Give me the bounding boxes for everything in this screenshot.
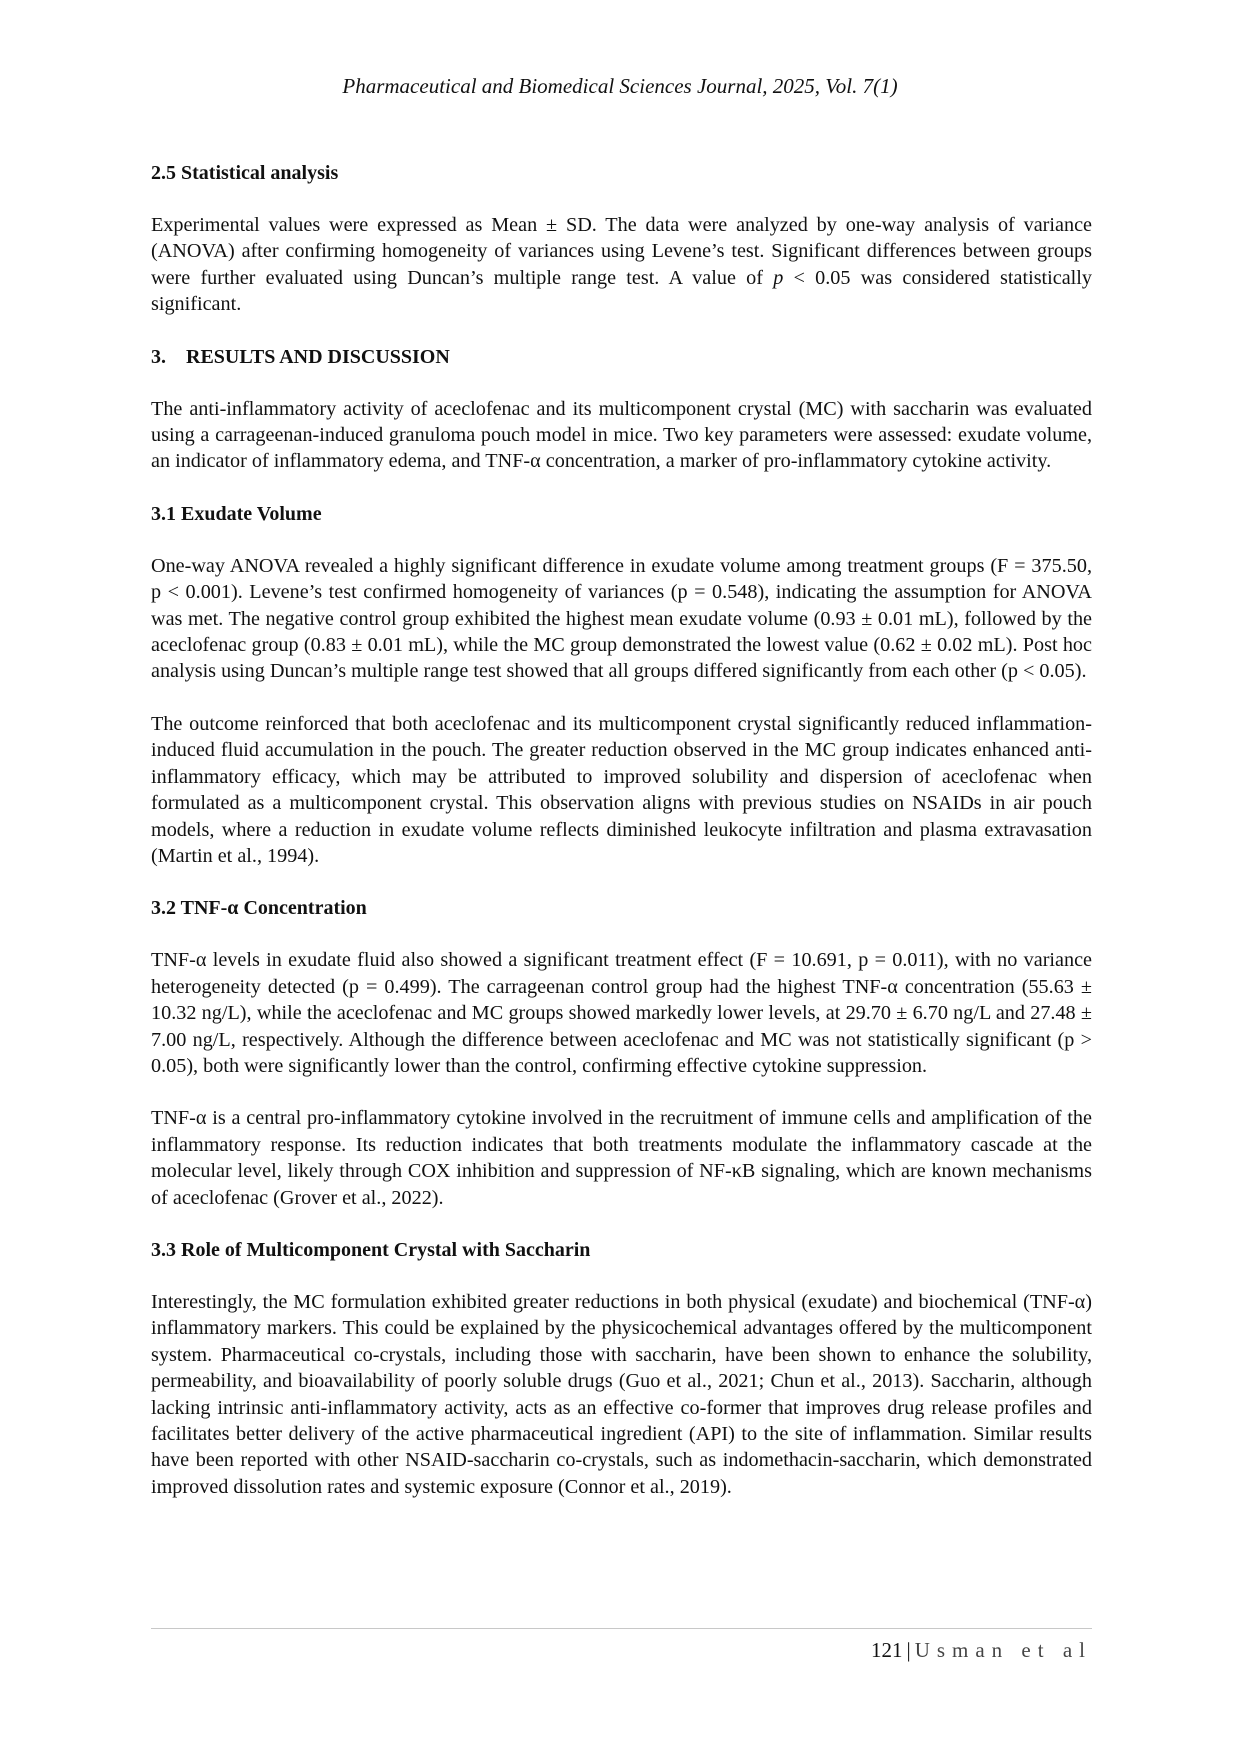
paragraph-statistical-analysis <box>151 212 1092 318</box>
section-heading-3: 3. RESULTS AND DISCUSSION <box>151 345 450 368</box>
paragraph-text: Experimental values were expressed as Mean ± SD. The data were analyzed by one-way analysis of variance (ANOVA) after confirming homogeneity of variances using Levene’s test. Significant differences between groups were further evaluated using Duncan’s multiple range test. A value of <box>151 214 1092 289</box>
paragraph-exudate-discussion: The outcome reinforced that both aceclofenac and its multicomponent crystal significantly reduced inflammation-induced fluid accumulation in the pouch. The greater reduction observed in the MC group indicates enhanced anti-inflammatory efficacy, which may be attributed to improved solubility and dispersion of aceclofenac when formulated as a multicomponent crystal. This observation aligns with previous studies on NSAIDs in air pouch models, where a reduction in exudate volume reflects diminished leukocyte infiltration and plasma extravasation (Martin et al., 1994). <box>151 712 1092 867</box>
paragraph-results-intro: The anti-inflammatory activity of aceclofenac and its multicomponent crystal (MC) with saccharin was evaluated using a carrageenan-induced granuloma pouch model in mice. Two key parameters were assessed: exudate volume, an indicator of inflammatory edema, and TNF-α concentration, a marker of pro-inflammatory cytokine activity. <box>151 397 1092 473</box>
page-footer <box>871 1637 1092 1663</box>
footer-authors: Usman et al <box>914 1638 1092 1662</box>
page-body <box>151 160 1092 1500</box>
paragraph-mc-saccharin: Interestingly, the MC formulation exhibited greater reductions in both physical (exudate) and biochemical (TNF-α) inflammatory markers. This could be explained by the physicochemical advantages offered by the multicomponent system. Pharmaceutical co-crystals, including those with saccharin, have been shown to enhance the solubility, permeability, and bioavailability of poorly soluble drugs (Guo et al., 2021; Chun et al., 2013). Saccharin, although lacking intrinsic anti-inflammatory activity, acts as an effective co-former that improves drug release profiles and facilitates better delivery of the active pharmaceutical ingredient (API) to the site of inflammation. Similar results have been reported with other NSAID-saccharin co-crystals, such as indomethacin-saccharin, which demonstrated improved dissolution rates and systemic exposure (Connor et al., 2019). <box>151 1290 1092 1498</box>
footer-separator: | <box>906 1638 911 1662</box>
paragraph-tnf-levels: TNF-α levels in exudate fluid also showed a significant treatment effect (F = 10.691, p = 0.011), with no variance heterogeneity detected (p = 0.499). The carrageenan control group had the highest TNF-α concentration (55.63 ± 10.32 ng/L), while the aceclofenac and MC groups showed markedly lower levels, at 29.70 ± 6.70 ng/L and 27.48 ± 7.00 ng/L, respectively. Although the difference between aceclofenac and MC was not statistically significant (p > 0.05), both were significantly lower than the control, confirming effective cytokine suppression. <box>151 949 1092 1077</box>
section-heading-2-5: 2.5 Statistical analysis <box>151 162 339 184</box>
section-heading-3-1: 3.1 Exudate Volume <box>151 502 322 525</box>
section-heading-3-2: 3.2 TNF-α Concentration <box>151 897 367 920</box>
p-variable: p <box>773 266 784 289</box>
paragraph-tnf-discussion: TNF-α is a central pro-inflammatory cytokine involved in the recruitment of immune cells and amplification of the inflammatory response. Its reduction indicates that both treatments modulate the inflammatory cascade at the molecular level, likely through COX inhibition and suppression of NF-κB signaling, which are known mechanisms of aceclofenac (Grover et al., 2022). <box>151 1107 1092 1209</box>
paragraph-text: < 0.05 was considered statistically significant. <box>151 266 1092 316</box>
section-heading-3-3: 3.3 Role of Multicomponent Crystal with Saccharin <box>151 1238 591 1261</box>
footer-divider <box>151 1628 1092 1629</box>
paragraph-exudate-anova: One-way ANOVA revealed a highly significant difference in exudate volume among treatment groups (F = 375.50, p < 0.001). Levene’s test confirmed homogeneity of variances (p = 0.548), indicating the assumption for ANOVA was met. The negative control group exhibited the highest mean exudate volume (0.93 ± 0.01 mL), followed by the aceclofenac group (0.83 ± 0.01 mL), while the MC group demonstrated the lowest value (0.62 ± 0.02 mL). Post hoc analysis using Duncan’s multiple range test showed that all groups differed significantly from each other (p < 0.05). <box>151 554 1092 683</box>
running-header: Pharmaceutical and Biomedical Sciences Journal, 2025, Vol. 7(1) <box>342 74 898 98</box>
page-number: 121 <box>870 1638 903 1662</box>
